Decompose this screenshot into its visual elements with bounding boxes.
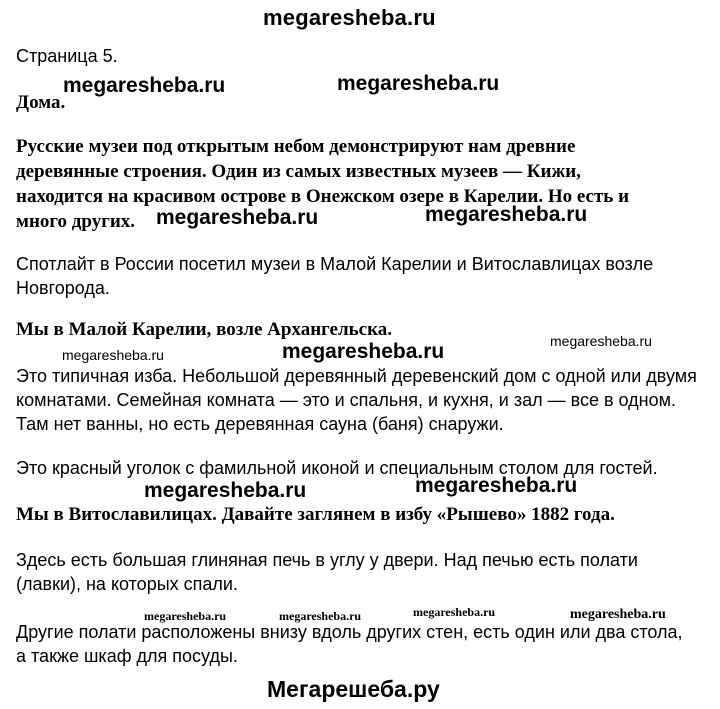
section2-text2 (16, 620, 683, 668)
watermark: megaresheba.ru (62, 347, 164, 363)
red-corner-paragraph: Это красный уголок с фамильной иконой и специальным столом для гостей. (16, 458, 658, 478)
section2-line: (лавки), на которых спали. (16, 574, 238, 594)
watermark: megaresheba.ru (282, 340, 445, 363)
watermark: megaresheba.ru (413, 605, 496, 619)
spotlight-line: Спотлайт в России посетил музеи в Малой Карелии и Витославлицах возле (16, 254, 654, 274)
intro-line: Русские музеи под открытым небом демонстрируют нам древние (16, 136, 576, 157)
section1-line: Это типичная изба. Небольшой деревянный деревенский дом с одной или двумя (16, 366, 697, 386)
section1-line: комнатами. Семейная комната — это и спальня, и кухня, и зал — все в одном. (16, 390, 676, 410)
watermark: megaresheba.ru (415, 474, 578, 497)
watermark: megaresheba.ru (425, 203, 588, 226)
watermark: megaresheba.ru (550, 333, 652, 349)
watermark: megaresheba.ru (337, 72, 500, 95)
section2-line: Другие полати расположены внизу вдоль других стен, есть один или два стола, (16, 622, 683, 642)
page-label: Страница 5. (16, 46, 118, 66)
section2-text1 (16, 548, 638, 596)
watermark: megaresheba.ru (570, 607, 666, 622)
watermark: megaresheba.ru (63, 74, 226, 97)
watermark: megaresheba.ru (156, 206, 319, 229)
header-watermark: megaresheba.ru (263, 5, 436, 30)
footer-watermark: Мегарешеба.ру (267, 676, 440, 702)
watermark: megaresheba.ru (144, 479, 307, 502)
intro-line: находится на красивом острове в Онежском озере в Карелии. Но есть и (16, 186, 630, 207)
spotlight-paragraph (16, 252, 653, 300)
watermark: megaresheba.ru (144, 609, 227, 623)
watermark: megaresheba.ru (279, 609, 362, 623)
section1-title: Мы в Малой Карелии, возле Архангельска. (16, 319, 393, 340)
section1-line: Там нет ванны, но есть деревянная сауна (баня) снаружи. (16, 414, 504, 434)
section2-line: Здесь есть большая глиняная печь в углу у двери. Над печью есть полати (16, 550, 638, 570)
section1-text (16, 364, 697, 436)
intro-line: много других. (16, 211, 136, 232)
intro-line: деревянные строения. Один из самых известных музеев — Кижи, (16, 161, 581, 182)
section-heading: Дома. (16, 92, 66, 113)
section2-line: а также шкаф для посуды. (16, 646, 238, 666)
spotlight-line: Новгорода. (16, 278, 110, 298)
section2-title: Мы в Витославилицах. Давайте заглянем в избу «Рышево» 1882 года. (16, 504, 615, 525)
